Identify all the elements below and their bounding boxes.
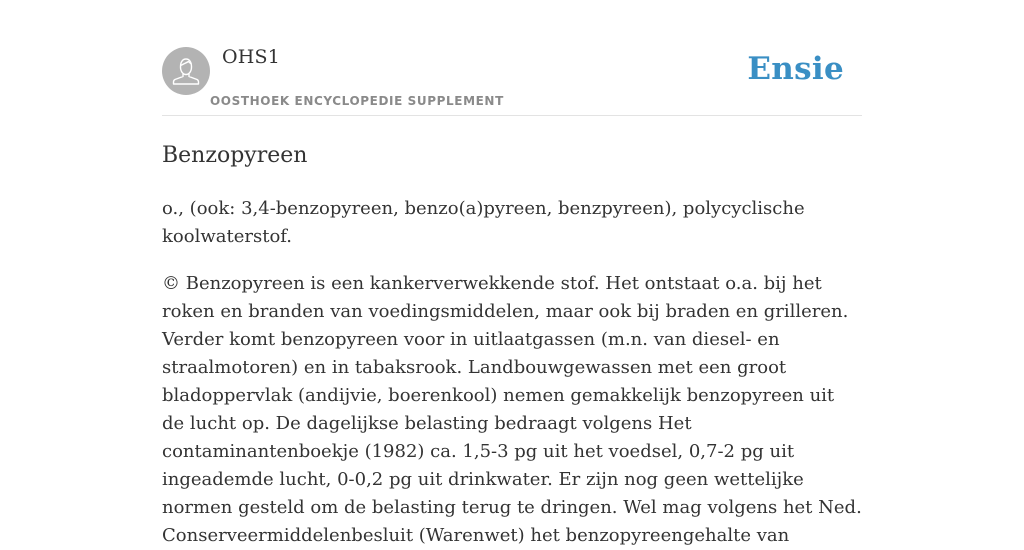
user-silhouette-icon [162,47,210,95]
entry-title: Benzopyreen [162,143,308,168]
entry-header [162,0,862,116]
entry-page [162,0,862,550]
source-label[interactable]: OOSTHOEK ENCYCLOPEDIE SUPPLEMENT [210,94,504,108]
ensie-logo[interactable]: Ensie [747,51,844,87]
author-name[interactable]: OHS1 [222,46,281,68]
entry-definition: o., (ook: 3,4-benzopyreen, benzo(a)pyreen, benzpyreen), polycyclische koolwaterstof. [162,198,805,247]
entry-body: © Benzopyreen is een kankerverwekkende stof. Het ontstaat o.a. bij het roken en branden van voedingsmiddelen, maar ook bij braden en grilleren. Verder komt benzopyreen voor in uitlaatgassen (m.n. van diesel- en straalmotoren) en in tabaksrook. Landbouwgewassen met een groot bladoppervlak (andijvie, boerenkool) nemen gemakkelijk benzopyreen uit de lucht op. De dagelijkse belasting bedraagt volgens Het contaminantenboekje (1982) ca. 1,5-3 pg uit het voedsel, 0,7-2 pg uit ingeademde lucht, 0-0,2 pg uit drinkwater. Er zijn nog geen wettelijke normen gesteld om de belasting terug te dringen. Wel mag volgens het Ned. Conserveermiddelenbesluit (Warenwet) het benzopyreengehalte van [162,273,862,546]
author-avatar[interactable] [162,47,210,95]
